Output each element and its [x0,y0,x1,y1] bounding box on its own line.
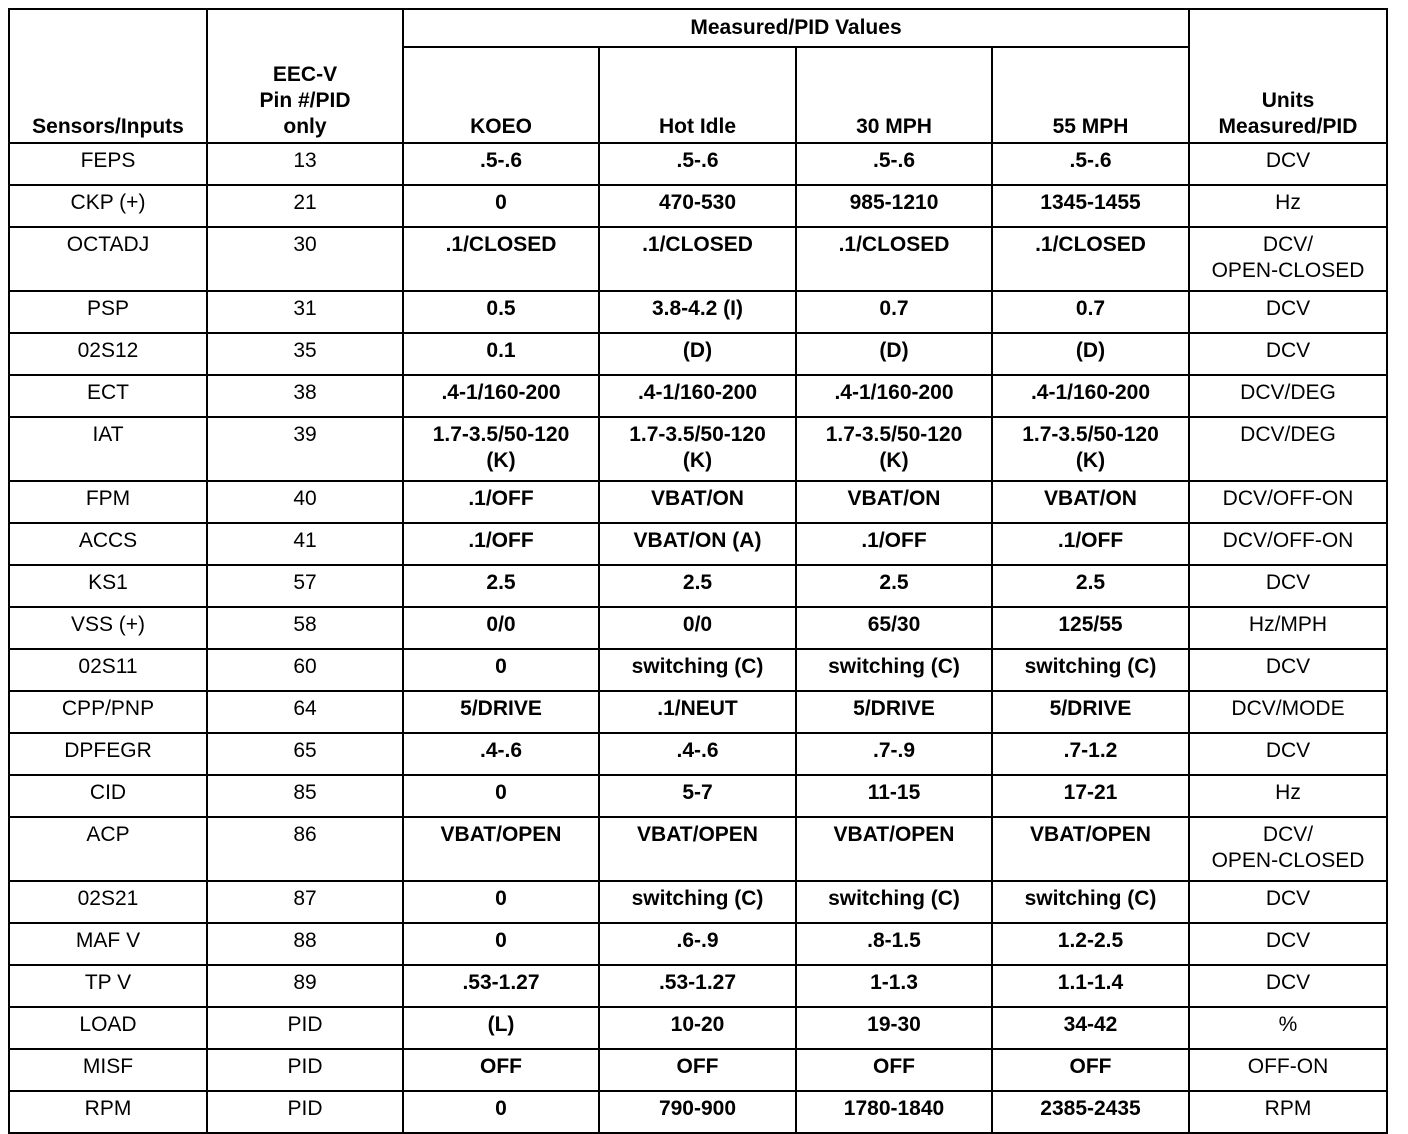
koeo-cell: 0 [403,923,599,965]
pin-cell: PID [207,1007,403,1049]
units-cell: DCV/ OPEN-CLOSED [1189,817,1387,881]
pin-cell: 57 [207,565,403,607]
koeo-cell: .53-1.27 [403,965,599,1007]
mph55-cell: OFF [992,1049,1189,1091]
sensor-cell: DPFEGR [9,733,207,775]
koeo-cell: 0/0 [403,607,599,649]
units-cell: DCV [1189,649,1387,691]
mph30-cell: switching (C) [796,881,992,923]
mph30-cell: 5/DRIVE [796,691,992,733]
table-row [9,227,1387,291]
koeo-cell: 0 [403,185,599,227]
table-row [9,1049,1387,1091]
header-units [1189,9,1387,143]
table-row [9,691,1387,733]
sensor-cell: IAT [9,417,207,481]
koeo-cell: 0 [403,775,599,817]
sensor-cell: CKP (+) [9,185,207,227]
sensor-cell: LOAD [9,1007,207,1049]
hot-idle-cell: VBAT/ON [599,481,796,523]
mph55-cell: 17-21 [992,775,1189,817]
koeo-cell: 2.5 [403,565,599,607]
hot-idle-cell: 2.5 [599,565,796,607]
pin-cell: 60 [207,649,403,691]
hot-idle-cell: .1/NEUT [599,691,796,733]
pin-cell: 21 [207,185,403,227]
mph30-cell: 1-1.3 [796,965,992,1007]
units-cell: DCV [1189,881,1387,923]
table-row [9,375,1387,417]
pin-cell: PID [207,1049,403,1091]
mph30-cell: 1.7-3.5/50-120 (K) [796,417,992,481]
hot-idle-cell: 790-900 [599,1091,796,1133]
pin-cell: 38 [207,375,403,417]
koeo-cell: .4-1/160-200 [403,375,599,417]
koeo-cell: 0.5 [403,291,599,333]
mph55-cell: VBAT/ON [992,481,1189,523]
mph30-cell: .7-.9 [796,733,992,775]
koeo-cell: .1/CLOSED [403,227,599,291]
mph55-cell: .1/OFF [992,523,1189,565]
mph55-cell: 34-42 [992,1007,1189,1049]
pin-cell: 31 [207,291,403,333]
koeo-cell: 0 [403,881,599,923]
mph55-cell: VBAT/OPEN [992,817,1189,881]
mph30-cell: VBAT/ON [796,481,992,523]
koeo-cell: 0.1 [403,333,599,375]
koeo-cell: VBAT/OPEN [403,817,599,881]
hot-idle-cell: switching (C) [599,649,796,691]
mph55-cell: 1.2-2.5 [992,923,1189,965]
table-row [9,733,1387,775]
hot-idle-cell: OFF [599,1049,796,1091]
pin-cell: 58 [207,607,403,649]
units-cell: DCV/DEG [1189,375,1387,417]
table-row [9,1007,1387,1049]
pin-cell: 85 [207,775,403,817]
hot-idle-cell: 5-7 [599,775,796,817]
mph30-cell: 1780-1840 [796,1091,992,1133]
table-row [9,649,1387,691]
koeo-cell: 1.7-3.5/50-120 (K) [403,417,599,481]
units-cell: DCV/OFF-ON [1189,523,1387,565]
table-row [9,291,1387,333]
mph55-cell: .7-1.2 [992,733,1189,775]
mph55-cell: 2385-2435 [992,1091,1189,1133]
pid-values-table [8,8,1388,1134]
sensor-cell: CID [9,775,207,817]
units-cell: DCV/OFF-ON [1189,481,1387,523]
units-cell: DCV [1189,565,1387,607]
units-cell: Hz [1189,775,1387,817]
sensor-cell: FEPS [9,143,207,185]
table-row [9,965,1387,1007]
table-row [9,881,1387,923]
sensor-cell: 02S11 [9,649,207,691]
mph55-cell: 1345-1455 [992,185,1189,227]
hot-idle-cell: .1/CLOSED [599,227,796,291]
table-row [9,607,1387,649]
units-cell: DCV/ OPEN-CLOSED [1189,227,1387,291]
mph30-cell: .4-1/160-200 [796,375,992,417]
koeo-cell: 0 [403,649,599,691]
koeo-cell: .5-.6 [403,143,599,185]
mph55-cell: .5-.6 [992,143,1189,185]
sensor-cell: MISF [9,1049,207,1091]
hot-idle-cell: .6-.9 [599,923,796,965]
hot-idle-cell: 470-530 [599,185,796,227]
sensor-cell: PSP [9,291,207,333]
pin-cell: 89 [207,965,403,1007]
pin-cell: 41 [207,523,403,565]
table-row [9,333,1387,375]
sensor-cell: 02S12 [9,333,207,375]
koeo-cell: 0 [403,1091,599,1133]
hot-idle-cell: 1.7-3.5/50-120 (K) [599,417,796,481]
units-cell: DCV/DEG [1189,417,1387,481]
sensor-cell: MAF V [9,923,207,965]
sensor-cell: 02S21 [9,881,207,923]
table-row [9,523,1387,565]
mph30-cell: switching (C) [796,649,992,691]
mph30-cell: VBAT/OPEN [796,817,992,881]
sensor-cell: CPP/PNP [9,691,207,733]
hot-idle-cell: .4-.6 [599,733,796,775]
koeo-cell: .1/OFF [403,481,599,523]
sensor-cell: ACCS [9,523,207,565]
table-row [9,1091,1387,1133]
hot-idle-cell: 3.8-4.2 (I) [599,291,796,333]
sensor-cell: KS1 [9,565,207,607]
hot-idle-cell: .4-1/160-200 [599,375,796,417]
hot-idle-cell: 0/0 [599,607,796,649]
units-cell: DCV [1189,733,1387,775]
mph55-cell: .4-1/160-200 [992,375,1189,417]
table-row [9,481,1387,523]
pin-cell: 88 [207,923,403,965]
koeo-cell: .4-.6 [403,733,599,775]
units-cell: DCV [1189,333,1387,375]
sensor-cell: ACP [9,817,207,881]
table-row [9,417,1387,481]
units-cell: DCV [1189,291,1387,333]
pin-cell: 35 [207,333,403,375]
units-cell: RPM [1189,1091,1387,1133]
mph30-cell: .1/OFF [796,523,992,565]
units-cell: Hz/MPH [1189,607,1387,649]
mph30-cell: .5-.6 [796,143,992,185]
hot-idle-cell: switching (C) [599,881,796,923]
units-cell: DCV [1189,965,1387,1007]
sensor-cell: RPM [9,1091,207,1133]
units-cell: % [1189,1007,1387,1049]
pin-cell: 39 [207,417,403,481]
mph30-cell: .1/CLOSED [796,227,992,291]
table-row [9,185,1387,227]
pin-cell: PID [207,1091,403,1133]
sensor-cell: FPM [9,481,207,523]
hot-idle-cell: (D) [599,333,796,375]
hot-idle-cell: 10-20 [599,1007,796,1049]
mph55-cell: .1/CLOSED [992,227,1189,291]
pin-cell: 40 [207,481,403,523]
header-pin-text: EEC-V Pin #/PID only [259,63,351,138]
header-sensors: Sensors/Inputs [9,9,207,143]
table-row [9,775,1387,817]
table-row [9,565,1387,607]
table-row [9,143,1387,185]
pin-cell: 87 [207,881,403,923]
mph55-cell: 1.1-1.4 [992,965,1189,1007]
pin-cell: 30 [207,227,403,291]
mph55-cell: 125/55 [992,607,1189,649]
units-cell: DCV [1189,923,1387,965]
sensor-cell: VSS (+) [9,607,207,649]
mph55-cell: switching (C) [992,649,1189,691]
units-cell: Hz [1189,185,1387,227]
pin-cell: 86 [207,817,403,881]
mph55-cell: 1.7-3.5/50-120 (K) [992,417,1189,481]
hot-idle-cell: VBAT/ON (A) [599,523,796,565]
sensor-cell: ECT [9,375,207,417]
hot-idle-cell: VBAT/OPEN [599,817,796,881]
units-cell: DCV [1189,143,1387,185]
pin-cell: 64 [207,691,403,733]
mph55-cell: switching (C) [992,881,1189,923]
mph30-cell: 2.5 [796,565,992,607]
mph30-cell: 11-15 [796,775,992,817]
koeo-cell: 5/DRIVE [403,691,599,733]
koeo-cell: OFF [403,1049,599,1091]
header-koeo: KOEO [403,47,599,143]
mph30-cell: 65/30 [796,607,992,649]
sensor-cell: OCTADJ [9,227,207,291]
hot-idle-cell: .5-.6 [599,143,796,185]
table-row [9,923,1387,965]
mph30-cell: (D) [796,333,992,375]
mph55-cell: 5/DRIVE [992,691,1189,733]
sensor-cell: TP V [9,965,207,1007]
table-body [9,143,1387,1133]
mph55-cell: 2.5 [992,565,1189,607]
mph30-cell: OFF [796,1049,992,1091]
header-units-text: Units Measured/PID [1218,89,1358,138]
units-cell: DCV/MODE [1189,691,1387,733]
units-cell: OFF-ON [1189,1049,1387,1091]
mph30-cell: .8-1.5 [796,923,992,965]
header-pin [207,9,403,143]
koeo-cell: (L) [403,1007,599,1049]
mph30-cell: 985-1210 [796,185,992,227]
pin-cell: 65 [207,733,403,775]
header-30-mph: 30 MPH [796,47,992,143]
koeo-cell: .1/OFF [403,523,599,565]
hot-idle-cell: .53-1.27 [599,965,796,1007]
mph30-cell: 0.7 [796,291,992,333]
table-row [9,817,1387,881]
mph30-cell: 19-30 [796,1007,992,1049]
header-55-mph: 55 MPH [992,47,1189,143]
header-measured-group: Measured/PID Values [403,9,1189,47]
header-hot-idle: Hot Idle [599,47,796,143]
mph55-cell: 0.7 [992,291,1189,333]
mph55-cell: (D) [992,333,1189,375]
pin-cell: 13 [207,143,403,185]
